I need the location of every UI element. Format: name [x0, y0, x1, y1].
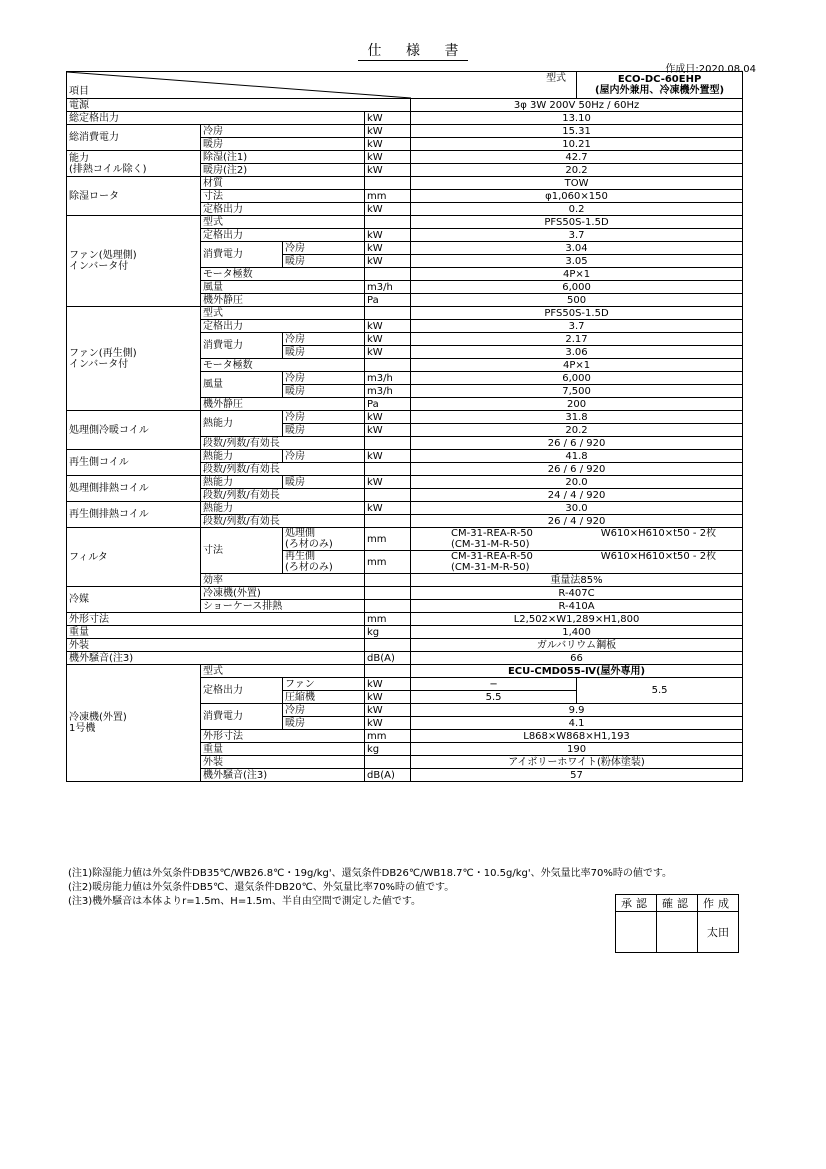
unit: [365, 639, 411, 652]
sub-label: 材質: [201, 177, 365, 190]
power-row: [67, 99, 743, 112]
label: フィルタ: [67, 528, 201, 587]
value: 3.06: [411, 346, 743, 359]
label: 処理側冷暖コイル: [67, 411, 201, 450]
value: 0.2: [411, 203, 743, 216]
mode-label: 冷房: [283, 333, 365, 346]
label: 冷媒: [67, 587, 201, 613]
sub-label: ショーケース排熱: [201, 600, 365, 613]
unit: [365, 437, 411, 450]
value: 5.5: [577, 678, 743, 704]
label: 電源: [67, 99, 411, 112]
unit: kW: [365, 704, 411, 717]
header-model-label: 型式: [546, 73, 567, 84]
dimension-row: [67, 613, 743, 626]
consumption-row: [67, 125, 743, 138]
unit: kW: [365, 717, 411, 730]
unit: mm: [365, 613, 411, 626]
value: R-407C: [411, 587, 743, 600]
unit: kW: [365, 125, 411, 138]
sub-label: 熱能力: [201, 450, 283, 463]
value: PFS50S-1.5D: [411, 307, 743, 320]
unit: [365, 359, 411, 372]
mode-label: 処理側 (ろ材のみ): [283, 528, 365, 551]
mode-label: 暖房: [283, 255, 365, 268]
value: TOW: [411, 177, 743, 190]
mode-label: ファン: [283, 678, 365, 691]
unit: kW: [365, 424, 411, 437]
value: 20.2: [411, 424, 743, 437]
footnotes: [68, 867, 672, 909]
unit: kW: [365, 691, 411, 704]
label: 能力 (排熱コイル除く): [67, 151, 201, 177]
value: 9.9: [411, 704, 743, 717]
sub-label: 除湿(注1): [201, 151, 365, 164]
value: 3.7: [411, 229, 743, 242]
value: 20.0: [411, 476, 743, 489]
unit: Pa: [365, 294, 411, 307]
label: ファン(再生側) インバータ付: [67, 307, 201, 411]
sub-label: 定格出力: [201, 320, 365, 333]
unit: m3/h: [365, 372, 411, 385]
unit: [365, 268, 411, 281]
value: 5.5: [411, 691, 577, 704]
label: 除湿ロータ: [67, 177, 201, 216]
mode-label: 暖房: [283, 424, 365, 437]
sub-label: 段数/列数/有効長: [201, 463, 365, 476]
value: 6,000: [411, 281, 743, 294]
header-cell: [67, 72, 577, 99]
fan1-row: [67, 216, 743, 229]
unit: kW: [365, 450, 411, 463]
unit: kW: [365, 476, 411, 489]
model-note: (屋内外兼用、冷凍機外置型): [594, 85, 725, 96]
rotor-row: [67, 177, 743, 190]
unit: m3/h: [365, 385, 411, 398]
unit: [365, 307, 411, 320]
label: 重量: [67, 626, 365, 639]
unit: [365, 515, 411, 528]
weight-row: [67, 626, 743, 639]
coil3-row: [67, 476, 743, 489]
sub-label: 段数/列数/有効長: [201, 489, 365, 502]
value: 20.2: [411, 164, 743, 177]
value: アイボリーホワイト(粉体塗装): [411, 756, 743, 769]
value: 2.17: [411, 333, 743, 346]
value: 10.21: [411, 138, 743, 151]
header-diagonal-line: [67, 72, 411, 98]
mode-label: 暖房: [283, 717, 365, 730]
unit: [365, 574, 411, 587]
fan2-row: [67, 307, 743, 320]
noise-row: [67, 652, 743, 665]
unit: mm: [365, 190, 411, 203]
sub-label: 風量: [201, 281, 365, 294]
value: 190: [411, 743, 743, 756]
sub-label: 外形寸法: [201, 730, 365, 743]
unit: kW: [365, 678, 411, 691]
sub-label: 熱能力: [201, 476, 283, 489]
unit: kW: [365, 138, 411, 151]
created-date: 作成日:2020.08.04: [665, 64, 756, 75]
unit: kW: [365, 320, 411, 333]
footnote-3: (注3)機外騒音は本体よりr=1.5m、H=1.5m、半自由空間で測定した値です。: [68, 896, 422, 907]
coil4-row: [67, 502, 743, 515]
approve-header: 承認: [616, 895, 657, 912]
document-title: 仕 様 書: [0, 40, 826, 60]
unit: kW: [365, 164, 411, 177]
value: ECU-CMD055-Ⅳ(屋外専用): [411, 665, 743, 678]
filter-row: [67, 528, 743, 551]
value: 7,500: [411, 385, 743, 398]
value: ガルバリウム鋼板: [411, 639, 743, 652]
sub-label: 段数/列数/有効長: [201, 515, 365, 528]
sub-label: 定格出力: [201, 678, 283, 704]
approve-stamp-box[interactable]: [616, 912, 657, 953]
value: 66: [411, 652, 743, 665]
label: 外装: [67, 639, 365, 652]
sub-label: 消費電力: [201, 704, 283, 730]
unit: mm: [365, 730, 411, 743]
label: 機外騒音(注3): [67, 652, 365, 665]
rated-row: [67, 112, 743, 125]
mode-label: 冷房: [283, 450, 365, 463]
approval-stamp-table: [615, 894, 739, 953]
sub-label: モータ極数: [201, 268, 365, 281]
value: 26 / 6 / 920: [411, 463, 743, 476]
sub-label: 外装: [201, 756, 365, 769]
unit: [365, 489, 411, 502]
mode-label: 圧縮機: [283, 691, 365, 704]
value: 200: [411, 398, 743, 411]
unit: kW: [365, 502, 411, 515]
value: 15.31: [411, 125, 743, 138]
label: 再生側コイル: [67, 450, 201, 476]
sub-label: 型式: [201, 216, 365, 229]
sub-label: 寸法: [201, 190, 365, 203]
mode-label: 冷房: [283, 411, 365, 424]
mode-label: 冷房: [283, 704, 365, 717]
value: 4.1: [411, 717, 743, 730]
label: 総定格出力: [67, 112, 365, 125]
spec-table: [66, 71, 743, 782]
unit: [365, 463, 411, 476]
sub-label: 機外騒音(注3): [201, 769, 365, 782]
unit: kg: [365, 626, 411, 639]
label: ファン(処理側) インバータ付: [67, 216, 201, 307]
unit: [365, 665, 411, 678]
unit: kW: [365, 333, 411, 346]
sub-label: 風量: [201, 372, 283, 398]
unit: mm: [365, 528, 411, 551]
value: CM-31-REA-R-50 W610×H610×t50 - 2枚 (CM-31-M-R-50): [411, 528, 743, 551]
author-header: 作成: [698, 895, 739, 912]
unit: kW: [365, 255, 411, 268]
sub-label: 消費電力: [201, 333, 283, 359]
value: 重量法85%: [411, 574, 743, 587]
refrigerant-row: [67, 587, 743, 600]
value: 13.10: [411, 112, 743, 125]
unit: kW: [365, 242, 411, 255]
sub-label: 効率: [201, 574, 365, 587]
sub-label: 熱能力: [201, 411, 283, 437]
header-item-label: 項目: [69, 86, 89, 97]
capacity-row: [67, 151, 743, 164]
mode-label: 再生側 (ろ材のみ): [283, 551, 365, 574]
unit: dB(A): [365, 652, 411, 665]
sub-label: 段数/列数/有効長: [201, 437, 365, 450]
value: CM-31-REA-R-50 W610×H610×t50 - 2枚 (CM-31-M-R-50): [411, 551, 743, 574]
unit: [365, 756, 411, 769]
value: 3.7: [411, 320, 743, 333]
footnote-2: (注2)暖房能力値は外気条件DB5℃、還気条件DB20℃、外気量比率70%時の値です。: [68, 882, 455, 893]
sub-label: 消費電力: [201, 242, 283, 268]
coil1-row: [67, 411, 743, 424]
value: 30.0: [411, 502, 743, 515]
unit: kg: [365, 743, 411, 756]
sub-label: モータ極数: [201, 359, 365, 372]
model-cell: [577, 72, 743, 99]
value: 4P×1: [411, 268, 743, 281]
mode-label: 冷房: [283, 372, 365, 385]
unit: [365, 177, 411, 190]
unit: mm: [365, 551, 411, 574]
label: 再生側排熱コイル: [67, 502, 201, 528]
value: 41.8: [411, 450, 743, 463]
mode-label: 暖房: [283, 346, 365, 359]
value: 3.05: [411, 255, 743, 268]
sub-label: 型式: [201, 665, 365, 678]
sub-label: 熱能力: [201, 502, 365, 515]
unit: Pa: [365, 398, 411, 411]
label: 処理側排熱コイル: [67, 476, 201, 502]
mode-label: 暖房: [283, 476, 365, 489]
sub-label: 型式: [201, 307, 365, 320]
unit: [365, 587, 411, 600]
sub-label: 定格出力: [201, 203, 365, 216]
unit: [365, 216, 411, 229]
value: 1,400: [411, 626, 743, 639]
value: L868×W868×H1,193: [411, 730, 743, 743]
check-header: 確認: [657, 895, 698, 912]
label: 外形寸法: [67, 613, 365, 626]
sub-label: 重量: [201, 743, 365, 756]
value: L2,502×W1,289×H1,800: [411, 613, 743, 626]
unit: dB(A): [365, 769, 411, 782]
value: 57: [411, 769, 743, 782]
unit: [365, 600, 411, 613]
header-row: [67, 72, 743, 99]
sub-label: 機外静圧: [201, 294, 365, 307]
value: 26 / 6 / 920: [411, 437, 743, 450]
condenser-row: [67, 665, 743, 678]
unit: kW: [365, 229, 411, 242]
label: 冷凍機(外置) 1号機: [67, 665, 201, 782]
sub-label: 冷凍機(外置): [201, 587, 365, 600]
sub-label: 暖房(注2): [201, 164, 365, 177]
value: 500: [411, 294, 743, 307]
model-name: ECO-DC-60EHP: [617, 74, 702, 85]
value: PFS50S-1.5D: [411, 216, 743, 229]
unit: kW: [365, 112, 411, 125]
exterior-row: [67, 639, 743, 652]
value: R-410A: [411, 600, 743, 613]
sub-label: 定格出力: [201, 229, 365, 242]
value: 31.8: [411, 411, 743, 424]
value: 42.7: [411, 151, 743, 164]
footnote-1: (注1)除湿能力値は外気条件DB35℃/WB26.8℃・19g/kg'、還気条件DB26℃/WB18.7℃・10.5g/kg'、外気量比率70%時の値です。: [68, 868, 673, 879]
unit: kW: [365, 346, 411, 359]
value: φ1,060×150: [411, 190, 743, 203]
sub-label: 機外静圧: [201, 398, 365, 411]
sub-label: 暖房: [201, 138, 365, 151]
unit: m3/h: [365, 281, 411, 294]
sub-label: 冷房: [201, 125, 365, 138]
sub-label: 寸法: [201, 528, 283, 574]
coil2-row: [67, 450, 743, 463]
value: 6,000: [411, 372, 743, 385]
check-stamp-box[interactable]: [657, 912, 698, 953]
value: 3φ 3W 200V 50Hz / 60Hz: [411, 99, 743, 112]
label: 総消費電力: [67, 125, 201, 151]
mode-label: 冷房: [283, 242, 365, 255]
value: 26 / 4 / 920: [411, 515, 743, 528]
unit: kW: [365, 411, 411, 424]
unit: kW: [365, 203, 411, 216]
value: 4P×1: [411, 359, 743, 372]
value: 3.04: [411, 242, 743, 255]
value: −: [411, 678, 577, 691]
mode-label: 暖房: [283, 385, 365, 398]
unit: kW: [365, 151, 411, 164]
value: 24 / 4 / 920: [411, 489, 743, 502]
author-stamp-box[interactable]: 太田: [698, 912, 739, 953]
